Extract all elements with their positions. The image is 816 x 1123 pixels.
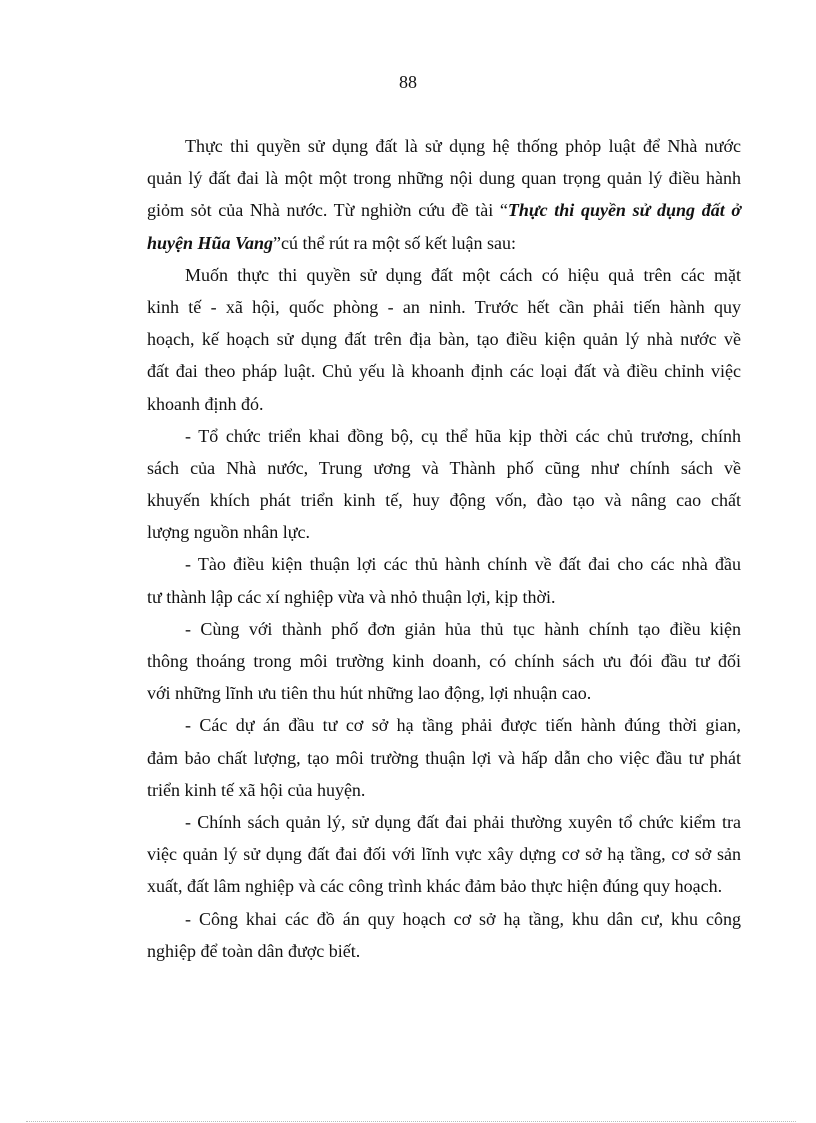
page-bottom-divider — [26, 1121, 796, 1122]
paragraph-line — [147, 291, 741, 323]
paragraph-line — [147, 452, 741, 484]
body-text: tư thành lập các xí nghiệp vừa và nhỏ thuận lợi, kịp thời. — [147, 586, 556, 607]
thesis-title-text: Thực thi quyền sử dụng đất ở — [507, 200, 741, 221]
body-text: với những lĩnh ưu tiên thu hút những lao động, lợi nhuận cao. — [147, 683, 592, 704]
paragraph-line — [147, 227, 741, 259]
body-text: - Tổ chức triển khai đồng bộ, cụ thể hũa kịp thời các chủ trương, chính — [185, 425, 741, 446]
body-text: Thực thi quyền sử dụng đất là sử dụng hệ thống phỏp luật để Nhà nước — [185, 136, 741, 156]
document-body — [147, 130, 741, 967]
paragraph-line — [147, 742, 741, 774]
paragraph-line — [147, 581, 741, 613]
body-text: - Chính sách quản lý, sử dụng đất đai phải thường xuyên tổ chức kiểm tra — [185, 811, 741, 832]
paragraph-line — [147, 613, 741, 645]
paragraph-line — [147, 870, 741, 902]
paragraph-line — [147, 323, 741, 355]
paragraph-line — [147, 548, 741, 580]
paragraph-line — [147, 130, 741, 162]
paragraph-line — [147, 935, 741, 967]
paragraph-line — [147, 388, 741, 420]
body-text: kinh tế - xã hội, quốc phòng - an ninh. Trước hết cần phải tiến hành quy — [147, 296, 741, 317]
body-text: ”cú thể rút ra một số kết luận sau: — [273, 232, 516, 253]
body-text: đất đai theo pháp luật. Chủ yếu là khoanh định các loại đất và điều chỉnh việc — [147, 361, 741, 382]
body-text: lượng nguồn nhân lực. — [147, 522, 311, 543]
body-text: khoanh định đó. — [147, 393, 264, 414]
paragraph-line — [147, 903, 741, 935]
body-text: đảm bảo chất lượng, tạo môi trường thuận lợi và hấp dẫn cho việc đầu tư phát — [147, 747, 741, 768]
body-text: triển kinh tế xã hội của huyện. — [147, 779, 366, 800]
paragraph-line — [147, 420, 741, 452]
paragraph-line — [147, 484, 741, 516]
body-text: - Các dự án đầu tư cơ sở hạ tầng phải được tiến hành đúng thời gian, — [185, 715, 741, 736]
paragraph-line — [147, 806, 741, 838]
paragraph-line — [147, 677, 741, 709]
paragraph-line — [147, 645, 741, 677]
paragraph-line — [147, 194, 741, 226]
body-text: thông thoáng trong môi trường kinh doanh, có chính sách ưu đói đầu tư đối — [147, 651, 741, 671]
paragraph-line — [147, 355, 741, 387]
body-text: việc quản lý sử dụng đất đai đối với lĩnh vực xây dựng cơ sở hạ tầng, cơ sở sản — [147, 844, 741, 865]
paragraph-line — [147, 516, 741, 548]
body-text: nghiệp để toàn dân được biết. — [147, 940, 361, 961]
paragraph-line — [147, 838, 741, 870]
body-text: quản lý đất đai là một một trong những nội dung quan trọng quản lý điều hành — [147, 168, 741, 189]
paragraph-line — [147, 709, 741, 741]
body-text: giỏm sỏt của Nhà nước. Từ nghiờn cứu đề tài “ — [147, 200, 508, 221]
paragraph-line — [147, 774, 741, 806]
body-text: Muốn thực thi quyền sử dụng đất một cách có hiệu quả trên các mặt — [185, 264, 741, 285]
body-text: xuất, đất lâm nghiệp và các công trình khác đảm bảo thực hiện đúng quy hoạch. — [147, 876, 723, 897]
page-number: 88 — [399, 72, 417, 92]
paragraph-line — [147, 162, 741, 194]
thesis-title-text: huyện Hũa Vang — [147, 232, 274, 253]
body-text: hoạch, kế hoạch sử dụng đất trên địa bàn, tạo điều kiện quản lý nhà nước về — [147, 329, 741, 350]
body-text: khuyến khích phát triển kinh tế, huy động vốn, đào tạo và nâng cao chất — [147, 490, 741, 511]
body-text: sách của Nhà nước, Trung ương và Thành phố cũng như chính sách về — [147, 457, 741, 478]
body-text: - Cùng với thành phố đơn giản hủa thủ tục hành chính tạo điều kiện — [185, 618, 741, 639]
body-text: - Tào điều kiện thuận lợi các thủ hành chính về đất đai cho các nhà đầu — [185, 554, 741, 575]
body-text: - Công khai các đồ án quy hoạch cơ sở hạ tầng, khu dân cư, khu công — [185, 908, 741, 929]
paragraph-line — [147, 259, 741, 291]
